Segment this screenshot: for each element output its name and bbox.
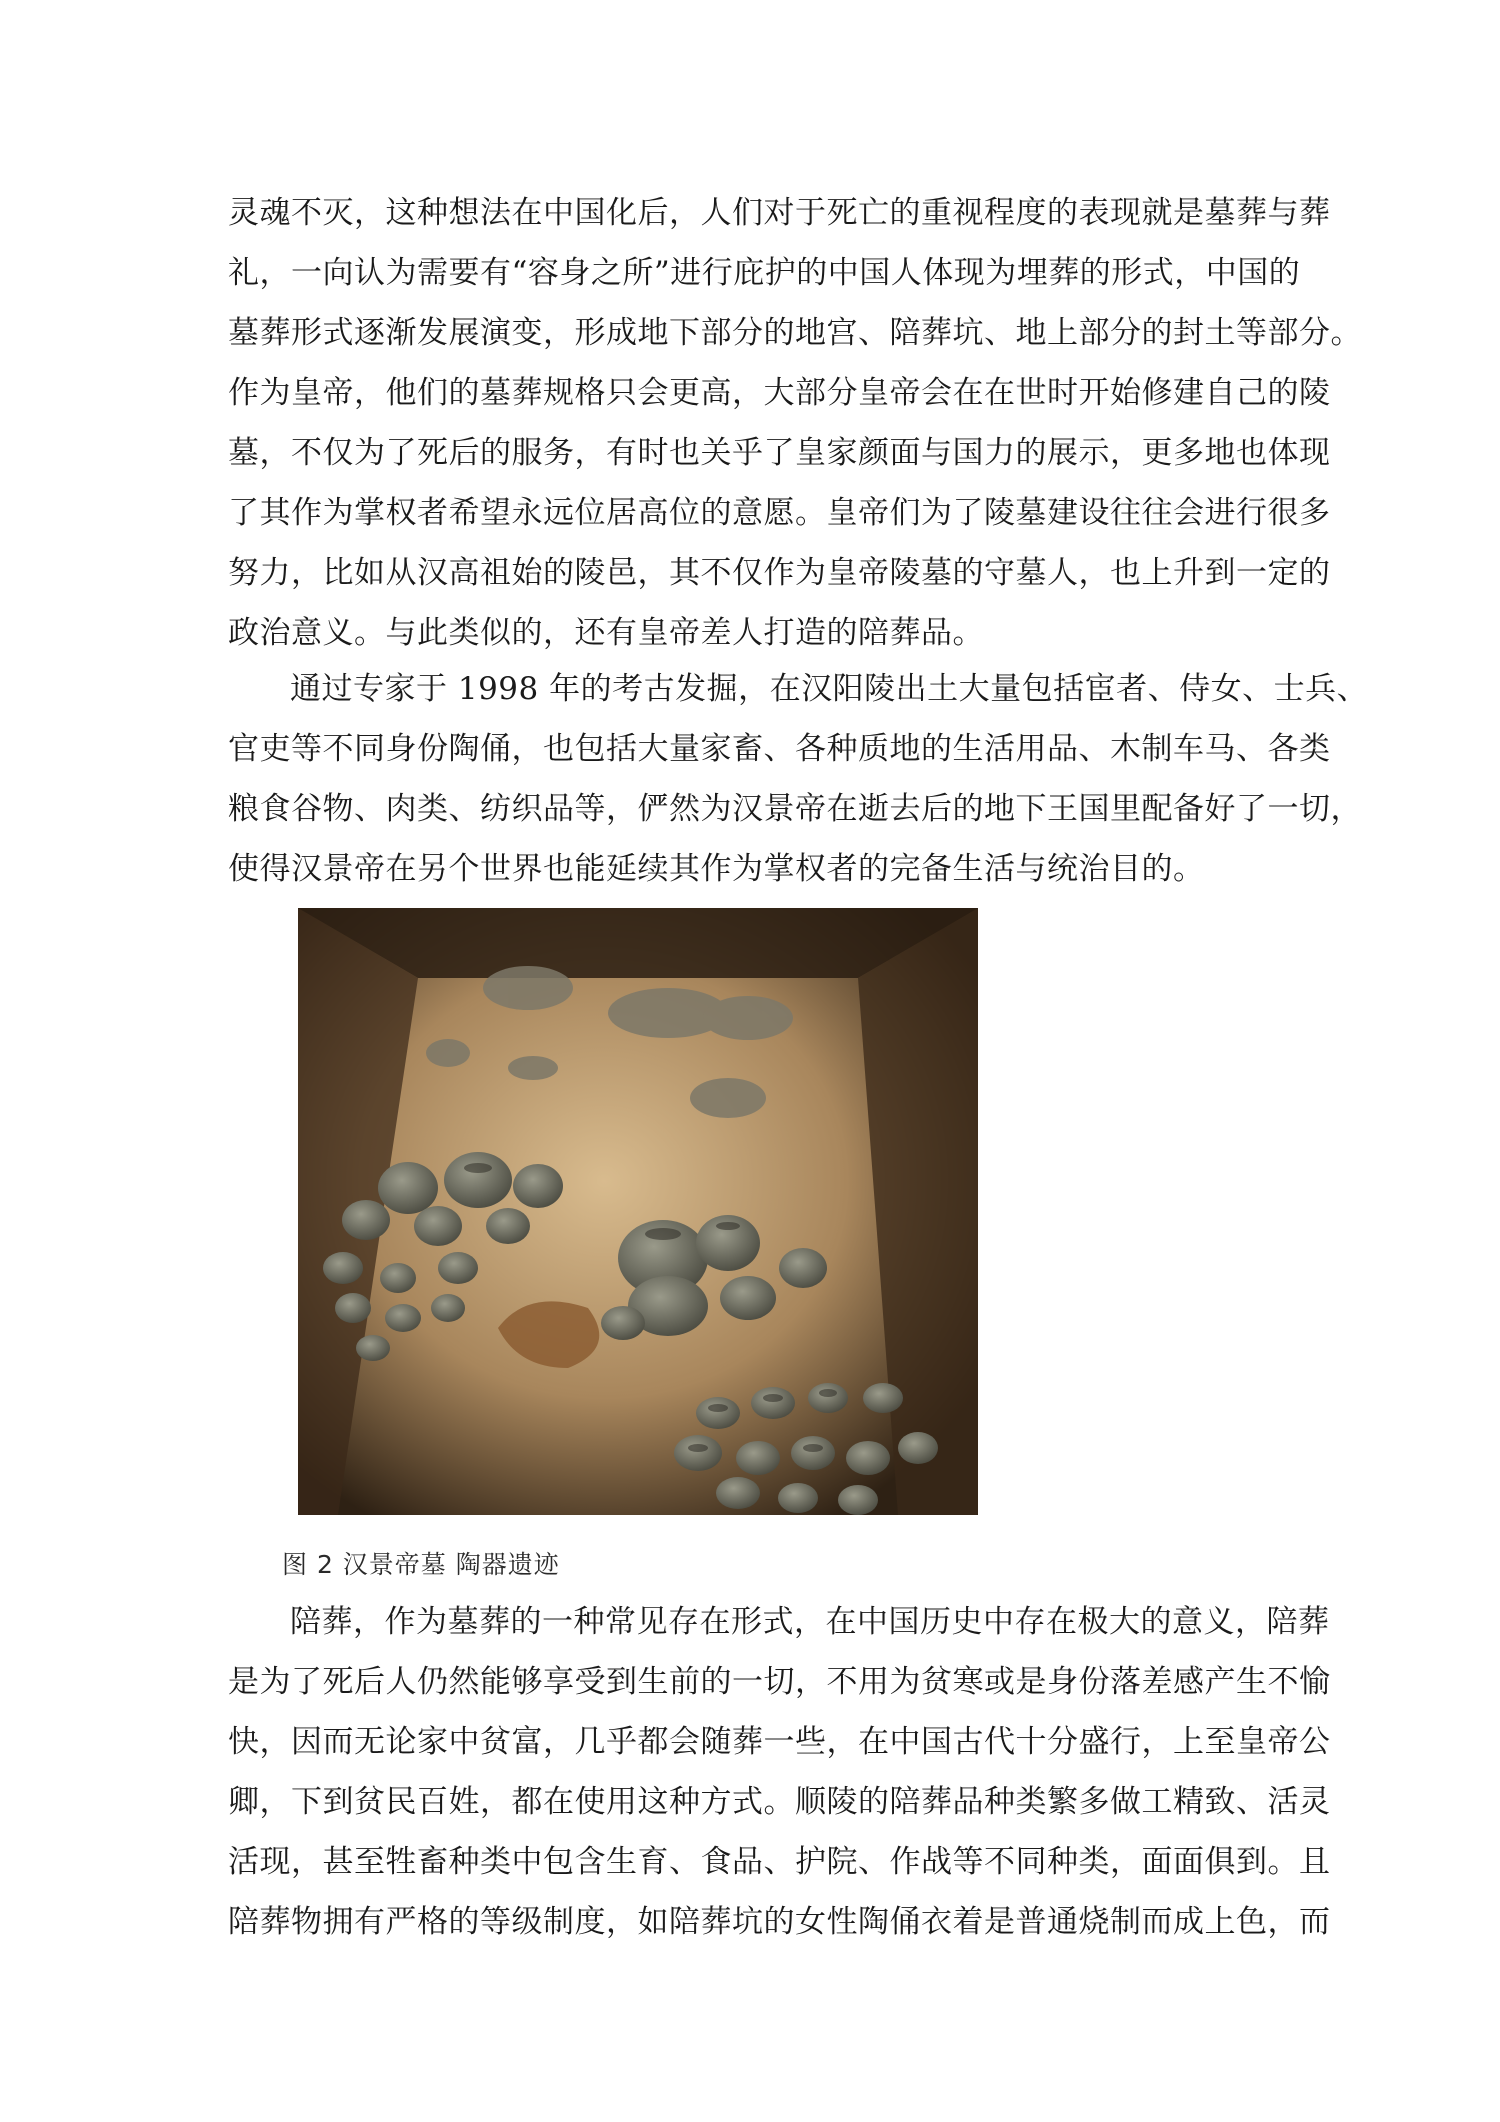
paragraph-line: 墓葬形式逐渐发展演变，形成地下部分的地宫、陪葬坑、地上部分的封土等部分。 <box>228 315 1362 351</box>
paragraph-line: 通过专家于 1998 年的考古发掘，在汉阳陵出土大量包括宦者、侍女、士兵、 <box>290 671 1369 707</box>
paragraph-2 <box>228 659 1369 899</box>
paragraph-line: 政治意义。与此类似的，还有皇帝差人打造的陪葬品。 <box>228 615 984 651</box>
paragraph-line: 是为了死后人仍然能够享受到生前的一切，不用为贫寒或是身份落差感产生不愉 <box>228 1664 1331 1700</box>
pottery-excavation-image <box>298 908 978 1515</box>
paragraph-line: 官吏等不同身份陶俑，也包括大量家畜、各种质地的生活用品、木制车马、各类 <box>228 731 1331 767</box>
paragraph-line: 墓，不仅为了死后的服务，有时也关乎了皇家颜面与国力的展示，更多地也体现 <box>228 435 1331 471</box>
paragraph-line: 快，因而无论家中贫富，几乎都会随葬一些，在中国古代十分盛行，上至皇帝公 <box>228 1724 1331 1760</box>
paragraph-line: 卿，下到贫民百姓，都在使用这种方式。顺陵的陪葬品种类繁多做工精致、活灵 <box>228 1784 1331 1820</box>
figure-caption: 图 2 汉景帝墓 陶器遗迹 <box>282 1550 560 1579</box>
paragraph-line: 陪葬物拥有严格的等级制度，如陪葬坑的女性陶俑衣着是普通烧制而成上色，而 <box>228 1904 1331 1940</box>
paragraph-line: 努力，比如从汉高祖始的陵邑，其不仅作为皇帝陵墓的守墓人，也上升到一定的 <box>228 555 1331 591</box>
paragraph-line: 灵魂不灭，这种想法在中国化后，人们对于死亡的重视程度的表现就是墓葬与葬 <box>228 195 1331 231</box>
paragraph-line: 作为皇帝，他们的墓葬规格只会更高，大部分皇帝会在在世时开始修建自己的陵 <box>228 375 1331 411</box>
tomb-pottery-photo <box>298 908 978 1515</box>
paragraph-line: 礼，一向认为需要有“容身之所”进行庇护的中国人体现为埋葬的形式，中国的 <box>228 255 1301 291</box>
paragraph-line: 陪葬，作为墓葬的一种常见存在形式，在中国历史中存在极大的意义，陪葬 <box>290 1604 1330 1640</box>
paragraph-line: 粮食谷物、肉类、纺织品等，俨然为汉景帝在逝去后的地下王国里配备好了一切， <box>228 791 1362 827</box>
paragraph-1 <box>228 183 1362 663</box>
paragraph-line: 使得汉景帝在另个世界也能延续其作为掌权者的完备生活与统治目的。 <box>228 851 1205 887</box>
paragraph-line: 活现，甚至牲畜种类中包含生育、食品、护院、作战等不同种类，面面俱到。且 <box>228 1844 1331 1880</box>
paragraph-3 <box>228 1592 1331 1952</box>
paragraph-line: 了其作为掌权者希望永远位居高位的意愿。皇帝们为了陵墓建设往往会进行很多 <box>228 495 1331 531</box>
